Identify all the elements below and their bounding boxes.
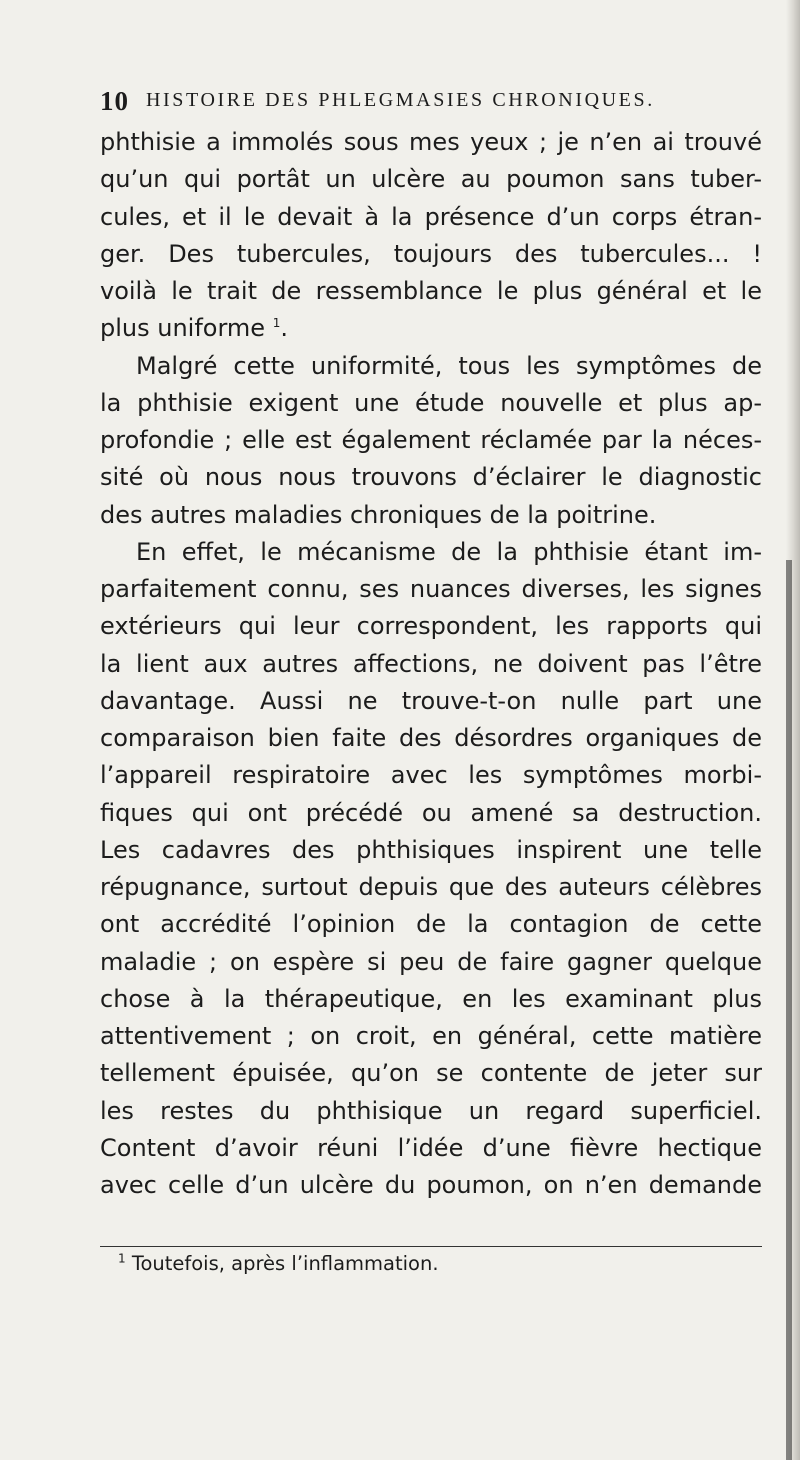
text-line: ont accrédité l’opinion de la contagion de cette bbox=[100, 910, 762, 939]
text-line: fiques qui ont précédé ou amené sa destruction. bbox=[100, 798, 762, 827]
text-line: la lient aux autres affections, ne doivent pas l’être bbox=[100, 649, 762, 678]
text-line: maladie ; on espère si peu de faire gagner quelque bbox=[100, 947, 762, 976]
text-line: tellement épuisée, qu’on se contente de jeter sur bbox=[100, 1059, 762, 1088]
text-line: sité où nous nous trouvons d’éclairer le diagnostic bbox=[100, 463, 762, 492]
text-line: davantage. Aussi ne trouve-t-on nulle part une bbox=[100, 686, 762, 715]
text-line: l’appareil respiratoire avec les symptômes morbi- bbox=[100, 761, 762, 790]
text-line: qu’un qui portât un ulcère au poumon sans tuber- bbox=[100, 165, 762, 194]
text-line: avec celle d’un ulcère du poumon, on n’en demande bbox=[100, 1171, 762, 1199]
text-line: comparaison bien faite des désordres organiques de bbox=[100, 724, 762, 752]
footnote-ref-suffix: . bbox=[280, 314, 288, 343]
page-edge-shadow bbox=[786, 560, 792, 1460]
footnote-text: Toutefois, après l’inflammation. bbox=[131, 1252, 439, 1275]
running-header bbox=[100, 86, 760, 122]
text-line: Malgré cette uniformité, tous les symptômes de bbox=[136, 351, 762, 380]
footnote bbox=[118, 1252, 439, 1275]
footnote-divider bbox=[100, 1246, 762, 1247]
text-line: les restes du phthisique un regard superficiel. bbox=[100, 1096, 762, 1125]
text-line: chose à la thérapeutique, en les examinant plus bbox=[100, 984, 762, 1013]
text-line: extérieurs qui leur correspondent, les rapports qui bbox=[100, 612, 762, 641]
footnote-reference: 1 bbox=[272, 316, 281, 331]
running-title: HISTOIRE DES PHLEGMASIES CHRONIQUES. bbox=[146, 89, 655, 111]
text-line-with-footnote-ref bbox=[100, 310, 762, 347]
text-line: phthisie a immolés sous mes yeux ; je n’en ai trouvé bbox=[100, 128, 762, 156]
page-number: 10 bbox=[100, 86, 129, 116]
body-text bbox=[100, 124, 762, 1204]
text-line: voilà le trait de ressemblance le plus général et le bbox=[100, 277, 762, 305]
text-line: Content d’avoir réuni l’idée d’une fièvre hectique bbox=[100, 1133, 762, 1162]
text-line: plus uniforme bbox=[100, 314, 266, 343]
text-line: la phthisie exigent une étude nouvelle et plus ap- bbox=[100, 388, 762, 417]
text-line: des autres maladies chroniques de la poitrine. bbox=[100, 500, 657, 529]
footnote-marker: 1 bbox=[118, 1251, 126, 1266]
text-line: répugnance, surtout depuis que des auteurs célèbres bbox=[100, 873, 762, 901]
text-line: cules, et il le devait à la présence d’un corps étran- bbox=[100, 202, 762, 231]
text-line: profondie ; elle est également réclamée par la néces- bbox=[100, 426, 762, 454]
text-line: attentivement ; on croit, en général, cette matière bbox=[100, 1022, 762, 1050]
text-line: parfaitement connu, ses nuances diverses, les signes bbox=[100, 575, 762, 603]
text-line: ger. Des tubercules, toujours des tubercules... ! bbox=[100, 239, 762, 268]
text-line: Les cadavres des phthisiques inspirent une telle bbox=[100, 835, 762, 864]
text-line: En effet, le mécanisme de la phthisie étant im- bbox=[136, 537, 762, 566]
